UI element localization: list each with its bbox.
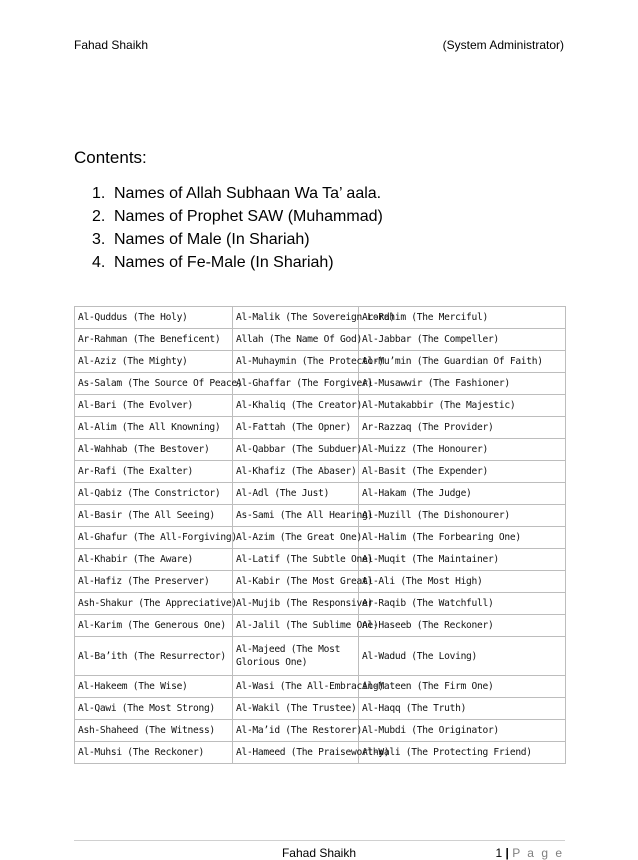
contents-item-number: 1.: [92, 185, 106, 202]
table-cell: Al-Basir (The All Seeing): [75, 505, 233, 527]
names-table-body: [75, 307, 566, 764]
table-cell: Al-Ghafur (The All-Forgiving): [75, 527, 233, 549]
table-cell: Al-Haseeb (The Reckoner): [359, 615, 566, 637]
table-row: [75, 439, 566, 461]
footer-author: Fahad Shaikh: [281, 846, 357, 860]
table-row: [75, 351, 566, 373]
table-row: [75, 637, 566, 676]
table-cell: Al-Muhaymin (The Protector): [233, 351, 359, 373]
contents-item-text: Names of Prophet SAW (Muhammad): [114, 208, 383, 225]
header-author: Fahad Shaikh: [74, 38, 149, 52]
table-row: [75, 461, 566, 483]
table-cell: Al-Wasi (The All-Embracing): [233, 676, 359, 698]
table-cell: Al-Ali (The Most High): [359, 571, 566, 593]
table-cell: Ar-Raqib (The Watchfull): [359, 593, 566, 615]
footer-divider: [74, 840, 565, 841]
table-row: [75, 571, 566, 593]
table-cell: Allah (The Name Of God): [233, 329, 359, 351]
table-cell: Al-Ma’id (The Restorer): [233, 720, 359, 742]
table-cell: Al-Mateen (The Firm One): [359, 676, 566, 698]
contents-item-number: 3.: [92, 231, 106, 248]
table-row: [75, 720, 566, 742]
table-cell: Ash-Shakur (The Appreciative): [75, 593, 233, 615]
contents-item-number: 2.: [92, 208, 106, 225]
table-cell: Al-Wali (The Protecting Friend): [359, 742, 566, 764]
table-cell: Al-Wakil (The Trustee): [233, 698, 359, 720]
table-cell: Al-Adl (The Just): [233, 483, 359, 505]
table-cell: Ar-Rahim (The Merciful): [359, 307, 566, 329]
table-cell: Al-Qabbar (The Subduer): [233, 439, 359, 461]
table-cell: Al-Qabiz (The Constrictor): [75, 483, 233, 505]
table-cell: Al-Mutakabbir (The Majestic): [359, 395, 566, 417]
table-cell: Al-Malik (The Sovereign Lord): [233, 307, 359, 329]
page-label: P a g e: [512, 846, 564, 860]
page-separator: |: [505, 846, 509, 860]
table-cell: Al-Muzill (The Dishonourer): [359, 505, 566, 527]
contents-item-number: 4.: [92, 254, 106, 271]
table-cell: Al-Hafiz (The Preserver): [75, 571, 233, 593]
contents-item: [92, 228, 383, 251]
table-cell: Al-Hakam (The Judge): [359, 483, 566, 505]
table-cell: Al-Basit (The Expender): [359, 461, 566, 483]
table-cell: Al-Aziz (The Mighty): [75, 351, 233, 373]
contents-title: Contents:: [74, 148, 147, 167]
table-cell: Al-Khaliq (The Creator): [233, 395, 359, 417]
table-cell: Al-Hakeem (The Wise): [75, 676, 233, 698]
table-cell: Al-Mujib (The Responsive): [233, 593, 359, 615]
table-cell: Al-Khafiz (The Abaser): [233, 461, 359, 483]
table-cell: Al-Jalil (The Sublime One): [233, 615, 359, 637]
table-cell: Ar-Rafi (The Exalter): [75, 461, 233, 483]
contents-list: [92, 182, 383, 274]
table-cell: Al-Azim (The Great One): [233, 527, 359, 549]
table-cell: Al-Khabir (The Aware): [75, 549, 233, 571]
table-cell: Al-Alim (The All Knowning): [75, 417, 233, 439]
table-cell: Al-Ba’ith (The Resurrector): [75, 637, 233, 676]
contents-item-text: Names of Fe-Male (In Shariah): [114, 254, 334, 271]
table-cell: Al-Qawi (The Most Strong): [75, 698, 233, 720]
table-row: [75, 676, 566, 698]
table-cell: Al-Mubdi (The Originator): [359, 720, 566, 742]
table-cell: Al-Bari (The Evolver): [75, 395, 233, 417]
table-cell: Al-Mu’min (The Guardian Of Faith): [359, 351, 566, 373]
table-cell: Ash-Shaheed (The Witness): [75, 720, 233, 742]
table-row: [75, 329, 566, 351]
table-cell: Al-Wadud (The Loving): [359, 637, 566, 676]
table-cell: Al-Halim (The Forbearing One): [359, 527, 566, 549]
contents-item-text: Names of Allah Subhaan Wa Ta’ aala.: [114, 185, 382, 202]
names-table: [74, 306, 566, 764]
table-cell: Ar-Rahman (The Beneficent): [75, 329, 233, 351]
table-row: [75, 549, 566, 571]
table-cell: Al-Hameed (The Praiseworthy): [233, 742, 359, 764]
table-row: [75, 527, 566, 549]
table-cell: Al-Karim (The Generous One): [75, 615, 233, 637]
table-cell: As-Sami (The All Hearing): [233, 505, 359, 527]
table-row: [75, 483, 566, 505]
table-cell: Al-Jabbar (The Compeller): [359, 329, 566, 351]
table-row: [75, 307, 566, 329]
table-cell: Al-Haqq (The Truth): [359, 698, 566, 720]
table-row: [75, 505, 566, 527]
footer-page-indicator: [495, 846, 564, 860]
table-cell: Al-Muizz (The Honourer): [359, 439, 566, 461]
table-row: [75, 373, 566, 395]
page-number: 1: [495, 846, 503, 860]
contents-item-text: Names of Male (In Shariah): [114, 231, 310, 248]
table-row: [75, 698, 566, 720]
table-cell: Al-Wahhab (The Bestover): [75, 439, 233, 461]
table-cell: Al-Latif (The Subtle One): [233, 549, 359, 571]
table-row: [75, 615, 566, 637]
header-role: (System Administrator): [442, 38, 564, 52]
table-row: [75, 417, 566, 439]
contents-item: [92, 182, 383, 205]
table-cell: Al-Musawwir (The Fashioner): [359, 373, 566, 395]
table-cell: Al-Muqit (The Maintainer): [359, 549, 566, 571]
table-cell: Al-Kabir (The Most Great): [233, 571, 359, 593]
table-cell: Al-Majeed (The Most Glorious One): [233, 637, 359, 676]
contents-item: [92, 205, 383, 228]
table-cell: Al-Ghaffar (The Forgiver): [233, 373, 359, 395]
table-row: [75, 742, 566, 764]
contents-item: [92, 251, 383, 274]
table-cell: Al-Fattah (The Opner): [233, 417, 359, 439]
table-cell: As-Salam (The Source Of Peace): [75, 373, 233, 395]
table-cell: Al-Quddus (The Holy): [75, 307, 233, 329]
table-row: [75, 395, 566, 417]
table-cell: Al-Muhsi (The Reckoner): [75, 742, 233, 764]
table-row: [75, 593, 566, 615]
table-cell: Ar-Razzaq (The Provider): [359, 417, 566, 439]
